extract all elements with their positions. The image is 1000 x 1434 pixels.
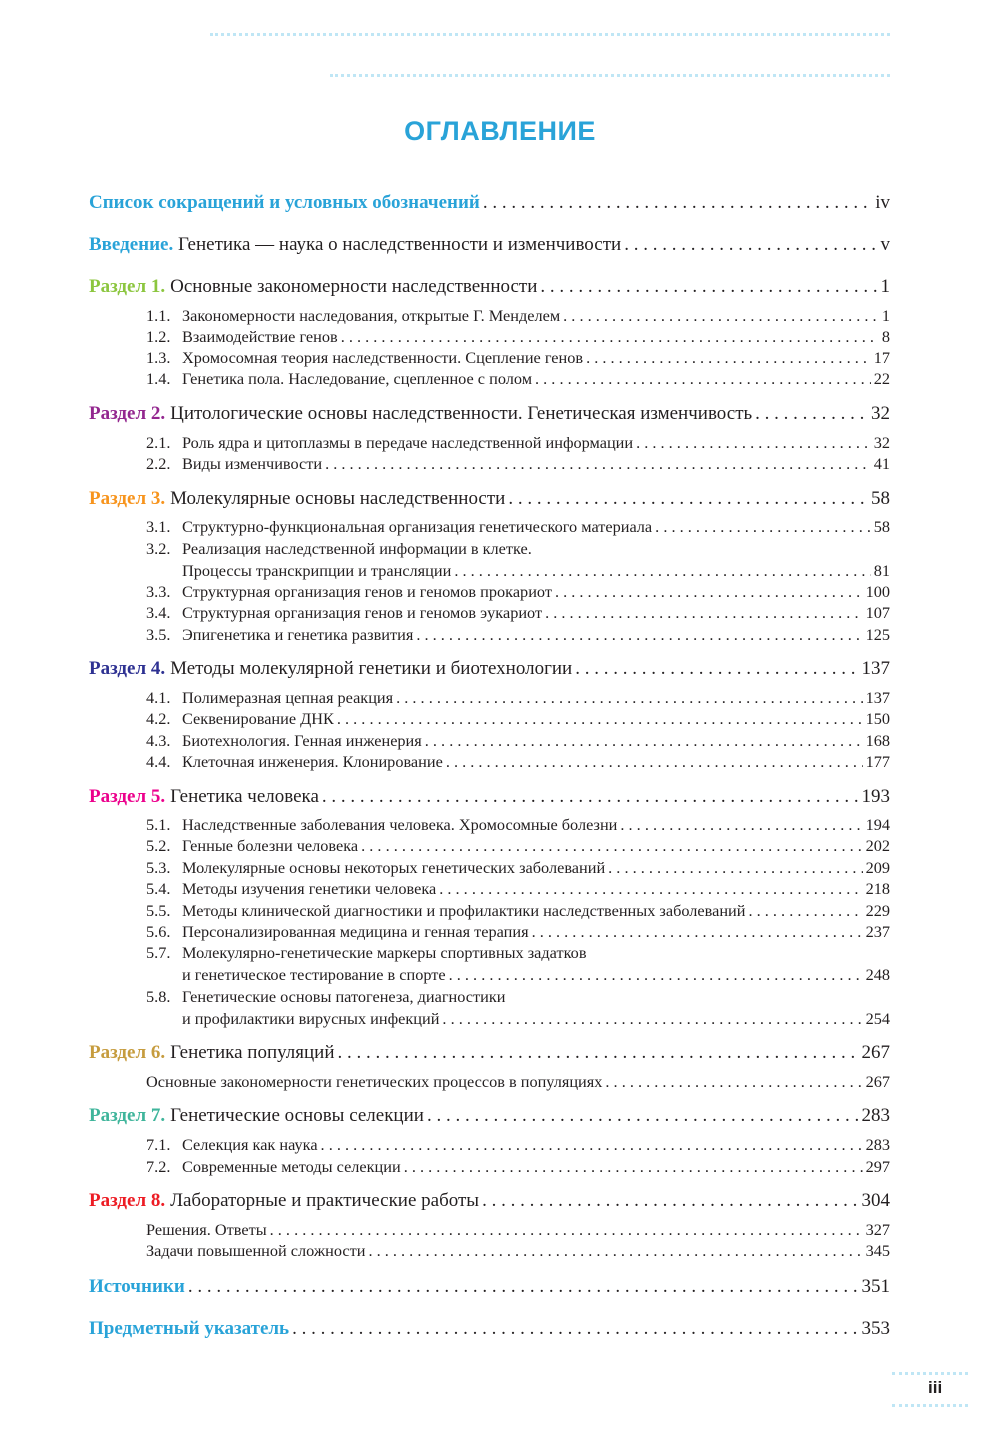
- item-number: 3.5.: [146, 625, 171, 644]
- toc-item-1-2[interactable]: [146, 327, 890, 347]
- item-title: Методы изучения генетики человека: [182, 879, 437, 898]
- toc-item-3-2-first-line[interactable]: [146, 539, 532, 559]
- toc-item-5-8[interactable]: [182, 1009, 890, 1029]
- section-title: Генетика популяций: [170, 1042, 335, 1063]
- item-number: 4.4.: [146, 752, 171, 771]
- section-title: Генетика человека: [170, 786, 319, 807]
- introduction-label: Введение.: [89, 234, 174, 255]
- dot-leader: [325, 454, 871, 474]
- section-title: Генетические основы селекции: [170, 1105, 424, 1126]
- toc-item-2-1[interactable]: [146, 433, 890, 453]
- item-title: Виды изменчивости: [182, 454, 323, 473]
- section-label: Раздел 7.: [89, 1105, 166, 1126]
- item-number: 7.2.: [146, 1157, 171, 1176]
- introduction-title: Генетика — наука о наследственности и изменчивости: [178, 234, 622, 255]
- item-title: Персонализированная медицина и генная терапия: [182, 922, 529, 941]
- toc-item-5-4[interactable]: [146, 879, 890, 899]
- item-title: Наследственные заболевания человека. Хромосомные болезни: [182, 815, 618, 834]
- page-ref: 327: [865, 1220, 890, 1239]
- item-number: 1.3.: [146, 348, 171, 367]
- dot-leader: [338, 1042, 859, 1064]
- toc-item-4-1[interactable]: [146, 688, 890, 708]
- page-ref: 137: [865, 688, 890, 707]
- item-number: 3.2.: [146, 539, 171, 558]
- page-ref: 100: [865, 582, 890, 601]
- section-label: Раздел 2.: [89, 403, 166, 424]
- dot-leader: [483, 192, 872, 214]
- toc-item-8-1[interactable]: [146, 1220, 890, 1240]
- page-ref: 150: [865, 709, 890, 728]
- dot-leader: [755, 403, 868, 425]
- item-title: Роль ядра и цитоплазмы в передаче наследственной информации: [182, 433, 634, 452]
- item-number: 5.5.: [146, 901, 171, 920]
- toc-item-5-6[interactable]: [146, 922, 890, 942]
- page-ref: 81: [873, 561, 890, 580]
- item-title: Основные закономерности генетических процессов в популяциях: [146, 1072, 603, 1091]
- item-number: 7.1.: [146, 1135, 171, 1154]
- section-label: Раздел 8.: [89, 1190, 166, 1211]
- toc-item-6-1[interactable]: [146, 1072, 890, 1092]
- page-ref: 254: [865, 1009, 890, 1028]
- page-ref: 353: [861, 1318, 890, 1339]
- item-title: Реализация наследственной информации в клетке.: [182, 539, 532, 558]
- dot-leader: [396, 688, 862, 708]
- page-number: iii: [928, 1378, 943, 1397]
- toc-item-4-3[interactable]: [146, 731, 890, 751]
- toc-item-3-4[interactable]: [146, 603, 890, 623]
- item-number: 3.1.: [146, 517, 171, 536]
- top-dotted-rule-2: [330, 74, 890, 77]
- item-title: Молекулярно-генетические маркеры спортивных задатков: [182, 943, 587, 962]
- item-number: 3.4.: [146, 603, 171, 622]
- section-title: Основные закономерности наследственности: [170, 276, 538, 297]
- page-ref: 351: [861, 1276, 890, 1297]
- dot-leader: [337, 709, 863, 729]
- page-ref: 194: [865, 815, 890, 834]
- dot-leader: [563, 306, 879, 326]
- page-ref: 267: [865, 1072, 890, 1091]
- page-ref: 41: [873, 454, 890, 473]
- toc-item-5-1[interactable]: [146, 815, 890, 835]
- item-number: 1.4.: [146, 369, 171, 388]
- item-number: 4.3.: [146, 731, 171, 750]
- dot-leader: [482, 1190, 858, 1212]
- section-title: Молекулярные основы наследственности: [170, 488, 506, 509]
- page-ref: 304: [861, 1190, 890, 1211]
- page-ref: 297: [865, 1157, 890, 1176]
- toc-item-5-8-first-line[interactable]: [146, 987, 505, 1007]
- dot-leader: [270, 1220, 863, 1240]
- item-number: 5.6.: [146, 922, 171, 941]
- section-title: Цитологические основы наследственности. Генетическая изменчивость: [170, 403, 753, 424]
- page-ref: 58: [873, 517, 890, 536]
- toc-item-5-7-first-line[interactable]: [146, 943, 587, 963]
- dot-leader: [748, 901, 862, 921]
- section-label: Раздел 4.: [89, 658, 166, 679]
- item-title: Хромосомная теория наследственности. Сцепление генов: [182, 348, 584, 367]
- dot-leader: [655, 517, 871, 537]
- toc-sources[interactable]: [89, 1276, 890, 1298]
- item-title: Структурная организация генов и геномов эукариот: [182, 603, 543, 622]
- item-title: Клеточная инженерия. Клонирование: [182, 752, 443, 771]
- dot-leader: [508, 488, 868, 510]
- section-label: Раздел 3.: [89, 488, 166, 509]
- item-title: Эпигенетика и генетика развития: [182, 625, 414, 644]
- page-ref: 218: [865, 879, 890, 898]
- item-title: Генетика пола. Наследование, сцепленное с полом: [182, 369, 533, 388]
- toc-subject-index[interactable]: [89, 1318, 890, 1340]
- toc-section-6[interactable]: [89, 1042, 890, 1064]
- item-title: Решения. Ответы: [146, 1220, 267, 1239]
- page-ref: 283: [861, 1105, 890, 1126]
- dot-leader: [416, 625, 862, 645]
- toc-item-7-2[interactable]: [146, 1157, 890, 1177]
- dot-leader: [624, 234, 877, 256]
- page-ref: v: [880, 234, 890, 255]
- item-number: 5.1.: [146, 815, 171, 834]
- page-ref: 168: [865, 731, 890, 750]
- dot-leader: [449, 965, 863, 985]
- section-label: Раздел 5.: [89, 786, 166, 807]
- subject-index-title: Предметный указатель: [89, 1318, 290, 1339]
- item-title: Современные методы селекции: [182, 1157, 401, 1176]
- toc-introduction[interactable]: [89, 234, 890, 256]
- toc-section-3[interactable]: [89, 488, 890, 510]
- sources-title: Источники: [89, 1276, 185, 1297]
- page-ref: 107: [865, 603, 890, 622]
- page-ref: 237: [865, 922, 890, 941]
- item-number: 2.1.: [146, 433, 171, 452]
- toc-item-5-5[interactable]: [146, 901, 890, 921]
- page-ref: 32: [871, 403, 890, 424]
- page-ref: 193: [861, 786, 890, 807]
- page-ref: 1: [880, 276, 890, 297]
- page-ref: 177: [865, 752, 890, 771]
- page-ref: 345: [865, 1241, 890, 1260]
- dot-leader: [188, 1276, 859, 1298]
- dot-leader: [532, 922, 863, 942]
- page-ref: iv: [875, 192, 890, 213]
- toc-item-3-5[interactable]: [146, 625, 890, 645]
- item-title: Закономерности наследования, открытые Г. Менделем: [182, 306, 561, 325]
- toc-item-3-1[interactable]: [146, 517, 890, 537]
- dot-leader: [425, 731, 863, 751]
- item-number: 4.2.: [146, 709, 171, 728]
- footer-dotted-rule-2: [892, 1404, 968, 1407]
- page-ref: 267: [861, 1042, 890, 1063]
- section-title: Методы молекулярной генетики и биотехнологии: [170, 658, 573, 679]
- toc-section-2[interactable]: [89, 403, 890, 425]
- toc-item-4-4[interactable]: [146, 752, 890, 772]
- page-ref: 248: [865, 965, 890, 984]
- item-number: 5.2.: [146, 836, 171, 855]
- dot-leader: [368, 1241, 862, 1261]
- dot-leader: [575, 658, 858, 680]
- dot-leader: [540, 276, 877, 298]
- item-title: Структурно-функциональная организация генетического материала: [182, 517, 653, 536]
- toc-abbreviations[interactable]: [89, 192, 890, 214]
- item-number: 5.3.: [146, 858, 171, 877]
- item-title-continuation: Процессы транскрипции и трансляции: [182, 561, 452, 580]
- item-title: Задачи повышенной сложности: [146, 1241, 366, 1260]
- item-title: Генные болезни человека: [182, 836, 359, 855]
- dot-leader: [321, 1135, 863, 1155]
- item-title: Молекулярные основы некоторых генетических заболеваний: [182, 858, 606, 877]
- dot-leader: [361, 836, 862, 856]
- item-number: 3.3.: [146, 582, 171, 601]
- toc-section-7[interactable]: [89, 1105, 890, 1127]
- dot-leader: [586, 348, 871, 368]
- page-ref: 32: [873, 433, 890, 452]
- page-ref: 137: [861, 658, 890, 679]
- toc-section-5[interactable]: [89, 786, 890, 808]
- dot-leader: [636, 433, 871, 453]
- item-number: 4.1.: [146, 688, 171, 707]
- toc-item-3-2[interactable]: [182, 561, 890, 581]
- page-ref: 17: [873, 348, 890, 367]
- toc-item-7-1[interactable]: [146, 1135, 890, 1155]
- page-ref: 283: [865, 1135, 890, 1154]
- dot-leader: [341, 327, 879, 347]
- item-title-continuation: и профилактики вирусных инфекций: [182, 1009, 440, 1028]
- toc-item-5-3[interactable]: [146, 858, 890, 878]
- item-title-continuation: и генетическое тестирование в спорте: [182, 965, 446, 984]
- toc-item-4-2[interactable]: [146, 709, 890, 729]
- dot-leader: [608, 858, 862, 878]
- page-title: ОГЛАВЛЕНИЕ: [404, 116, 596, 146]
- toc-section-8[interactable]: [89, 1190, 890, 1212]
- abbreviations-title: Список сокращений и условных обозначений: [89, 192, 480, 213]
- page-ref: 58: [871, 488, 890, 509]
- toc-item-1-3[interactable]: [146, 348, 890, 368]
- dot-leader: [545, 603, 862, 623]
- page-ref: 8: [881, 327, 890, 346]
- toc-item-5-7[interactable]: [182, 965, 890, 985]
- item-title: Взаимодействие генов: [182, 327, 338, 346]
- toc-section-1[interactable]: [89, 276, 890, 298]
- dot-leader: [404, 1157, 863, 1177]
- toc-item-5-2[interactable]: [146, 836, 890, 856]
- page-ref: 1: [881, 306, 890, 325]
- top-dotted-rule: [210, 33, 890, 36]
- dot-leader: [439, 879, 862, 899]
- dot-leader: [427, 1105, 859, 1127]
- dot-leader: [605, 1072, 862, 1092]
- dot-leader: [620, 815, 862, 835]
- item-number: 1.1.: [146, 306, 171, 325]
- item-title: Секвенирование ДНК: [182, 709, 334, 728]
- item-number: 5.4.: [146, 879, 171, 898]
- toc-section-4[interactable]: [89, 658, 890, 680]
- item-title: Селекция как наука: [182, 1135, 318, 1154]
- item-title: Биотехнология. Генная инженерия: [182, 731, 422, 750]
- page-ref: 202: [865, 836, 890, 855]
- dot-leader: [535, 369, 871, 389]
- toc-item-3-3[interactable]: [146, 582, 890, 602]
- toc-item-2-2[interactable]: [146, 454, 890, 474]
- toc-item-1-4[interactable]: [146, 369, 890, 389]
- item-number: 5.7.: [146, 943, 171, 962]
- dot-leader: [322, 786, 859, 808]
- item-title: Полимеразная цепная реакция: [182, 688, 394, 707]
- dot-leader: [446, 752, 863, 772]
- toc-item-1-1[interactable]: [146, 306, 890, 326]
- dot-leader: [555, 582, 863, 602]
- dot-leader: [454, 561, 870, 581]
- page-ref: 209: [865, 858, 890, 877]
- page-ref: 125: [865, 625, 890, 644]
- item-number: 1.2.: [146, 327, 171, 346]
- toc-item-8-2[interactable]: [146, 1241, 890, 1261]
- page-ref: 22: [873, 369, 890, 388]
- dot-leader: [442, 1009, 862, 1029]
- page-ref: 229: [865, 901, 890, 920]
- item-number: 2.2.: [146, 454, 171, 473]
- dot-leader: [292, 1318, 858, 1340]
- footer-dotted-rule: [892, 1372, 968, 1375]
- item-number: 5.8.: [146, 987, 171, 1006]
- section-label: Раздел 6.: [89, 1042, 166, 1063]
- item-title: Генетические основы патогенеза, диагностики: [182, 987, 506, 1006]
- item-title: Методы клинической диагностики и профилактики наследственных заболеваний: [182, 901, 746, 920]
- section-title: Лабораторные и практические работы: [170, 1190, 480, 1211]
- item-title: Структурная организация генов и геномов прокариот: [182, 582, 552, 601]
- section-label: Раздел 1.: [89, 276, 166, 297]
